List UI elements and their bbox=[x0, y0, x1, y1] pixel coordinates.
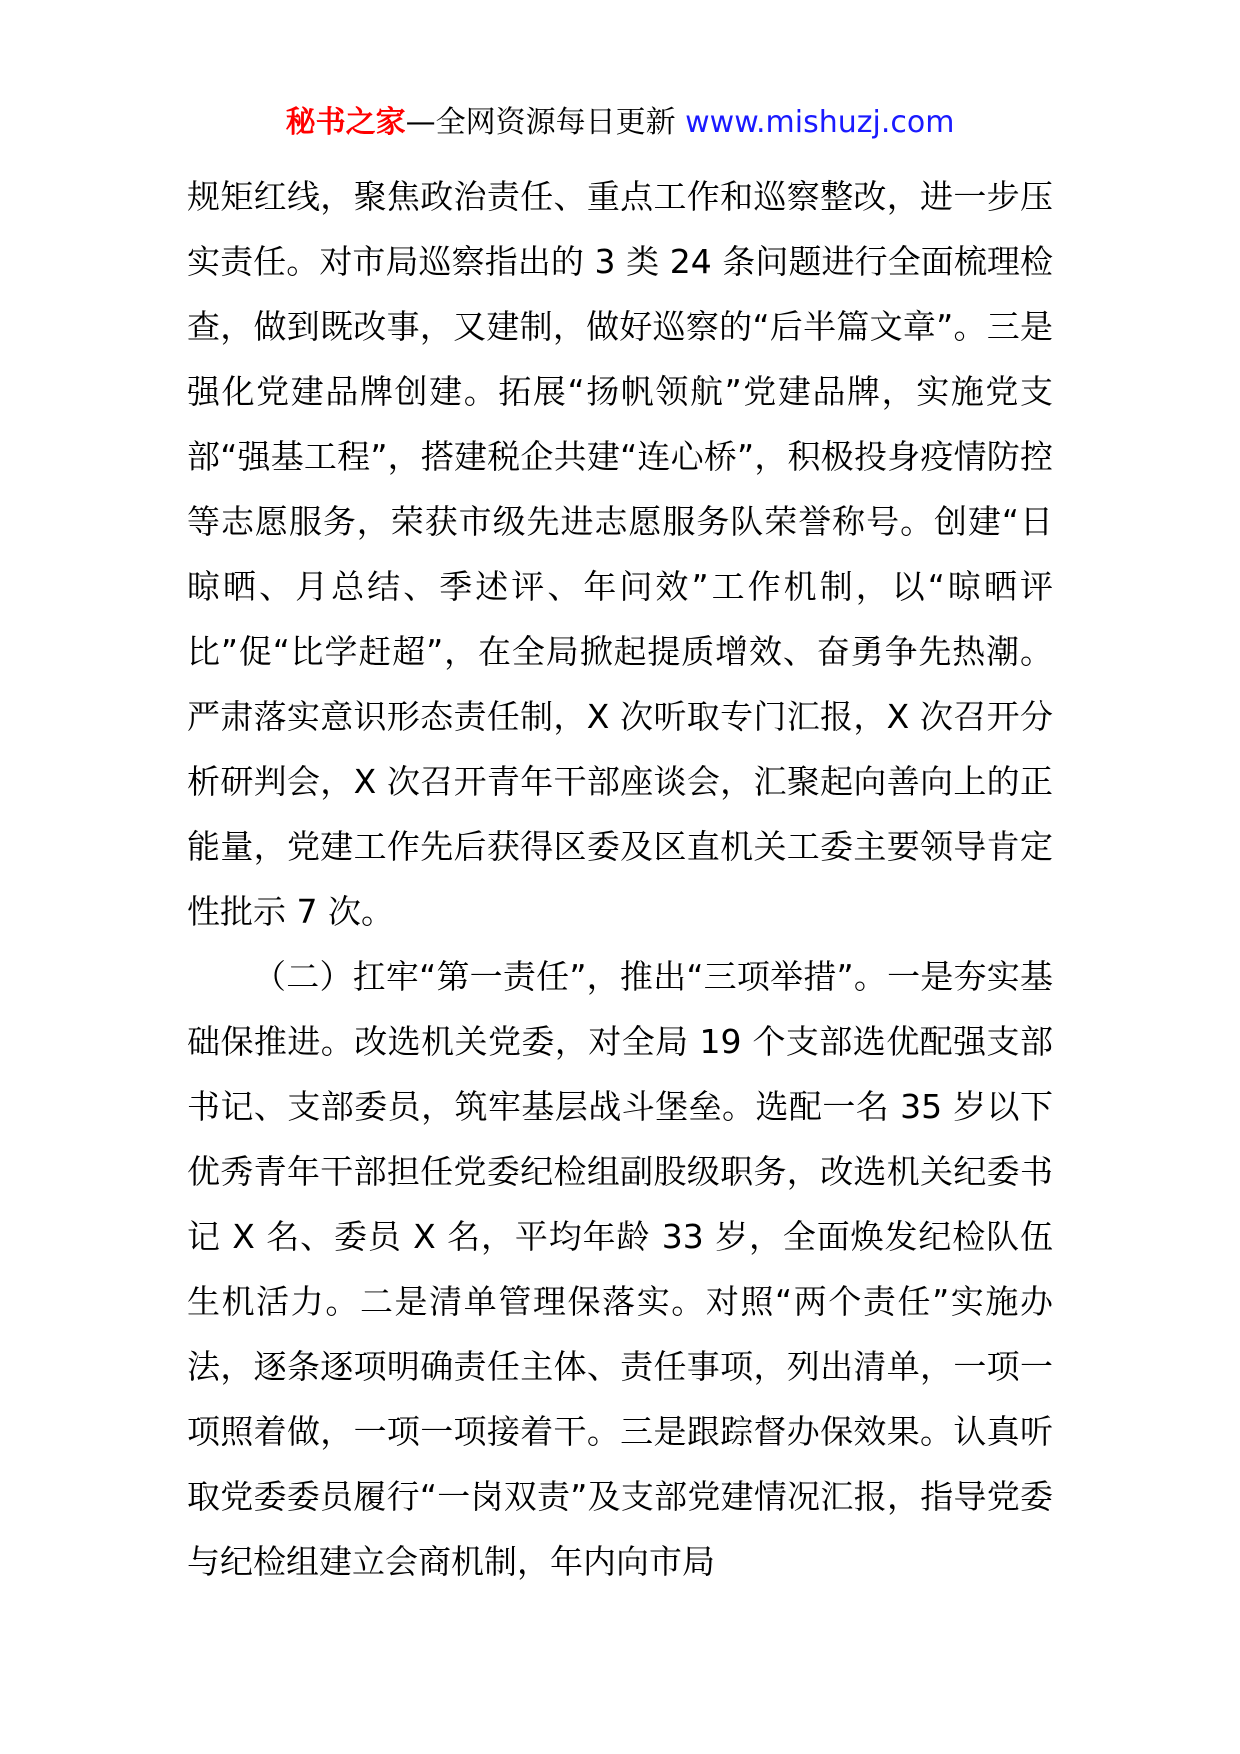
brand-name: 秘书之家 bbox=[285, 105, 406, 140]
header-slogan: —全网资源每日更新 bbox=[405, 105, 676, 140]
paragraph-section-2: （二）扛牢“第一责任”，推出“三项举措”。一是夯实基础保推进。改选机关党委，对全局 19 个支部选优配强支部书记、支部委员，筑牢基层战斗堡垒。选配一名 35 岁以下优秀青年干部担任党委纪检组副股级职务，改选机关纪委书记 X 名、委员 X 名，平均年龄 33 岁，全面焕发纪检队伍生机活力。二是清单管理保落实。对照“两个责任”实施办法，逐条逐项明确责任主体、责任事项，列出清单，一项一项照着做，一项一项接着干。三是跟踪督办保效果。认真听取党委委员履行“一岗双责”及支部党建情况汇报，指导党委与纪检组建立会商机制，年内向市局 bbox=[187, 957, 1053, 1581]
site-url-link[interactable]: www.mishuzj.com bbox=[685, 105, 955, 140]
paragraph-continued: 规矩红线，聚焦政治责任、重点工作和巡察整改，进一步压实责任。对市局巡察指出的 3 类 24 条问题进行全面梳理检查，做到既改事，又建制，做好巡察的“后半篇文章”。三是强化党建品牌创建。拓展“扬帆领航”党建品牌，实施党支部“强基工程”，搭建税企共建“连心桥”，积极投身疫情防控等志愿服务，荣获市级先进志愿服务队荣誉称号。创建“日晾晒、月总结、季述评、年问效”工作机制，以“晾晒评比”促“比学赶超”，在全局掀起提质增效、奋勇争先热潮。严肃落实意识形态责任制，X 次听取专门汇报，X 次召开分析研判会，X 次召开青年干部座谈会，汇聚起向善向上的正能量，党建工作先后获得区委及区直机关工委主要领导肯定性批示 7 次。 bbox=[187, 177, 1053, 931]
site-header bbox=[0, 100, 1240, 146]
document-body bbox=[187, 164, 1053, 1594]
